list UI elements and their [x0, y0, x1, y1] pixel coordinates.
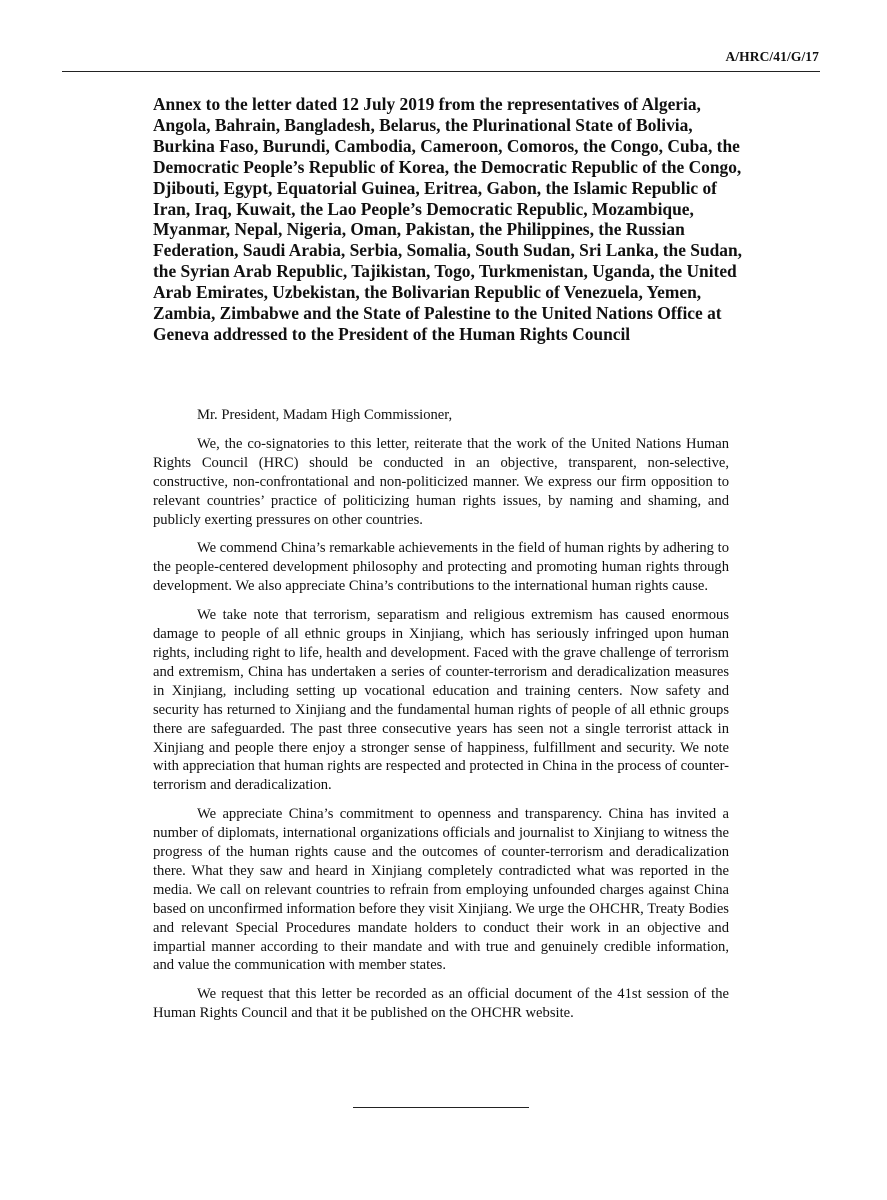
annex-title: Annex to the letter dated 12 July 2019 from the representatives of Algeria, Angola, Bahrain, Bangladesh, Belarus, the Plurinational State of Bolivia, Burkina Faso, Burundi, Cambodia, Cameroon, Comoros, the Congo, Cuba, the Democratic People’s Republic of Korea, the Democratic Republic of the Congo, Djibouti, Egypt, Equatorial Guinea, Eritrea, Gabon, the Islamic Republic of Iran, Iraq, Kuwait, the Lao People’s Democratic Republic, Mozambique, Myanmar, Nepal, Nigeria, Oman, Pakistan, the Philippines, the Russian Federation, Saudi Arabia, Serbia, Somalia, South Sudan, Sri Lanka, the Sudan, the Syrian Arab Republic, Tajikistan, Togo, Turkmenistan, Uganda, the United Arab Emirates, Uzbekistan, the Bolivarian Republic of Venezuela, Yemen, Zambia, Zimbabwe and the State of Palestine to the United Nations Office at Geneva addressed to the President of the Human Rights Council [153, 94, 743, 344]
header-rule [62, 71, 820, 72]
paragraph-objective-work: We, the co-signatories to this letter, reiterate that the work of the United Nations Human Rights Council (HRC) should be conducted in an objective, transparent, non-selective, constructive, non-confrontational and non-politicized manner. We express our firm opposition to relevant countries’ practice of politicizing human rights issues, by naming and shaming, and publicly exerting pressures on other countries. [153, 435, 729, 528]
paragraph-xinjiang-measures: We take note that terrorism, separatism and religious extremism has caused enormous damage to people of all ethnic groups in Xinjiang, which has seriously infringed upon human rights, including right to life, health and development. Faced with the grave challenge of terrorism and extremism, China has undertaken a series of counter-terrorism and deradicalization measures in Xinjiang, including setting up vocational education and training centers. Now safety and security has returned to Xinjiang and the fundamental human rights of people of all ethnic groups there are safeguarded. The past three consecutive years has seen not a single terrorist attack in Xinjiang and people there enjoy a stronger sense of happiness, fulfillment and security. We note with appreciation that human rights are respected and protected in China in the process of counter-terrorism and deradicalization. [153, 607, 729, 794]
salutation: Mr. President, Madam High Commissioner, [197, 407, 453, 423]
end-rule [353, 1107, 529, 1108]
paragraph-openness: We appreciate China’s commitment to openness and transparency. China has invited a number of diplomats, international organizations officials and journalist to Xinjiang to witness the progress of the human rights cause and the outcomes of counter-terrorism and deradicalization there. What they saw and heard in Xinjiang completely contradicted what was reported in the media. We call on relevant countries to refrain from employing unfounded charges against China based on unconfirmed information before they visit Xinjiang. We urge the OHCHR, Treaty Bodies and relevant Special Procedures mandate holders to conduct their work in an objective and impartial manner according to their mandate and with true and genuinely credible information, and value the communication with member states. [153, 806, 729, 974]
document-symbol: A/HRC/41/G/17 [725, 49, 819, 64]
paragraph-china-achievements: We commend China’s remarkable achievements in the field of human rights by adhering to the people-centered development philosophy and protecting and promoting human rights through development. We also appreciate China’s contributions to the international human rights cause. [153, 540, 729, 595]
letter-body [153, 406, 729, 1033]
paragraph-request: We request that this letter be recorded as an official document of the 41st session of the Human Rights Council and that it be published on the OHCHR website. [153, 986, 729, 1022]
